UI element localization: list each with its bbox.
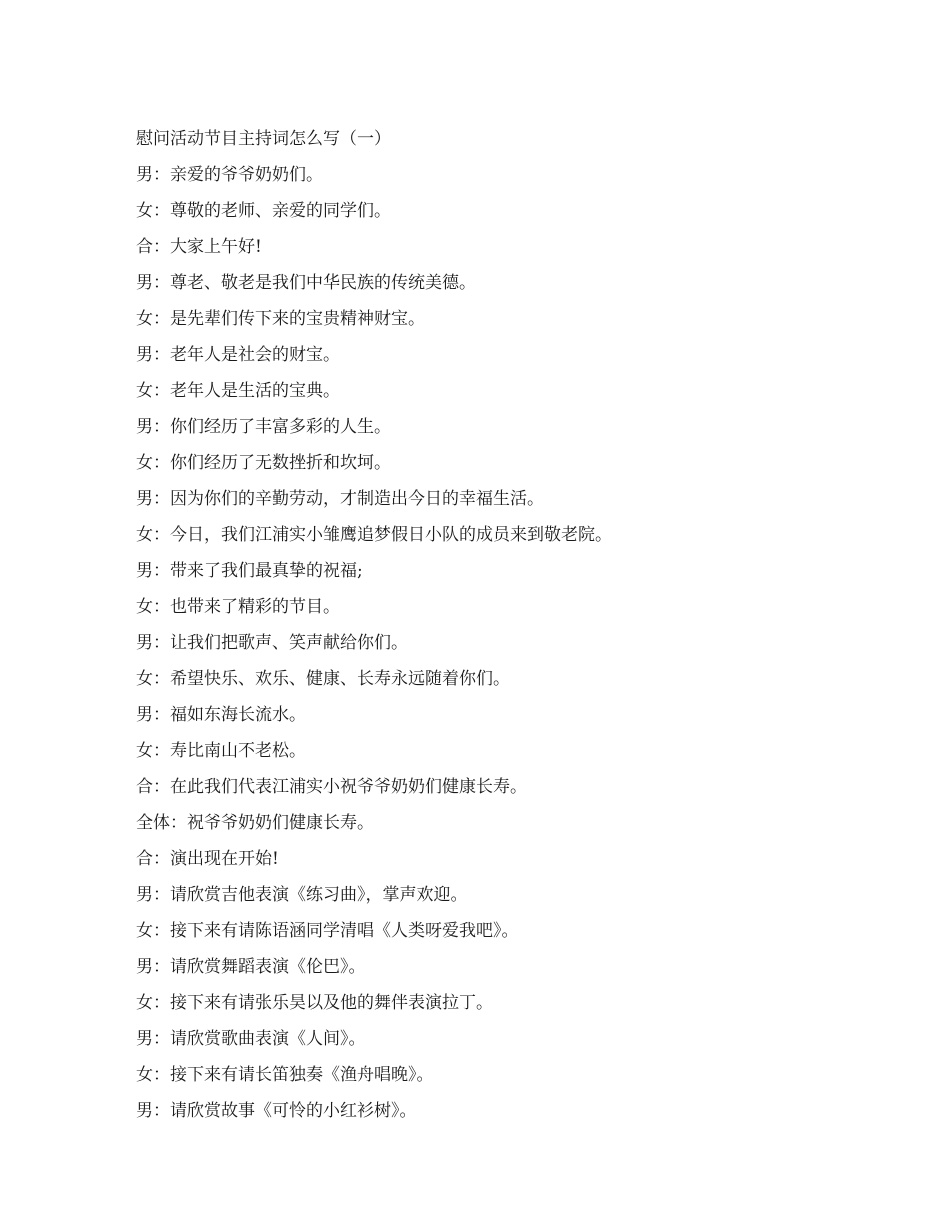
- dialogue-line: 男：请欣赏吉他表演《练习曲》，掌声欢迎。: [136, 885, 468, 905]
- dialogue-line: 男：让我们把歌声、笑声献给你们。: [136, 633, 408, 653]
- dialogue-line: 男：带来了我们最真挚的祝福;: [136, 561, 363, 581]
- dialogue-line: 合：大家上午好!: [136, 237, 262, 257]
- dialogue-line: 女：是先辈们传下来的宝贵精神财宝。: [136, 309, 425, 329]
- dialogue-line: 女：接下来有请陈语涵同学清唱《人类呀爱我吧》。: [136, 921, 519, 941]
- dialogue-line: 男：请欣赏歌曲表演《人间》。: [136, 1029, 366, 1049]
- dialogue-line: 合：在此我们代表江浦实小祝爷爷奶奶们健康长寿。: [136, 777, 527, 797]
- dialogue-line: 女：寿比南山不老松。: [136, 741, 306, 761]
- dialogue-line: 男：尊老、敬老是我们中华民族的传统美德。: [136, 273, 476, 293]
- dialogue-line: 女：你们经历了无数挫折和坎坷。: [136, 453, 391, 473]
- dialogue-line: 女：老年人是生活的宝典。: [136, 381, 340, 401]
- dialogue-line: 男：请欣赏舞蹈表演《伦巴》。: [136, 957, 366, 977]
- dialogue-line: 女：也带来了精彩的节目。: [136, 597, 340, 617]
- dialogue-line: 女：希望快乐、欢乐、健康、长寿永远随着你们。: [136, 669, 510, 689]
- dialogue-line: 女：接下来有请张乐昊以及他的舞伴表演拉丁。: [136, 993, 493, 1013]
- dialogue-line: 男：因为你们的辛勤劳动，才制造出今日的幸福生活。: [136, 489, 544, 509]
- dialogue-line: 男：请欣赏故事《可怜的小红衫树》。: [136, 1101, 417, 1121]
- dialogue-line: 全体：祝爷爷奶奶们健康长寿。: [136, 813, 374, 833]
- dialogue-line: 男：老年人是社会的财宝。: [136, 345, 340, 365]
- dialogue-line: 女：尊敬的老师、亲爱的同学们。: [136, 201, 391, 221]
- document-title: 慰问活动节目主持词怎么写（一）: [136, 129, 391, 149]
- dialogue-line: 合：演出现在开始!: [136, 849, 279, 869]
- dialogue-line: 女：接下来有请长笛独奏《渔舟唱晚》。: [136, 1065, 434, 1085]
- dialogue-line: 男：亲爱的爷爷奶奶们。: [136, 165, 323, 185]
- dialogue-line: 女：今日，我们江浦实小雏鹰追梦假日小队的成员来到敬老院。: [136, 525, 612, 545]
- document-body: [136, 121, 856, 1129]
- dialogue-line: 男：福如东海长流水。: [136, 705, 306, 725]
- dialogue-line: 男：你们经历了丰富多彩的人生。: [136, 417, 391, 437]
